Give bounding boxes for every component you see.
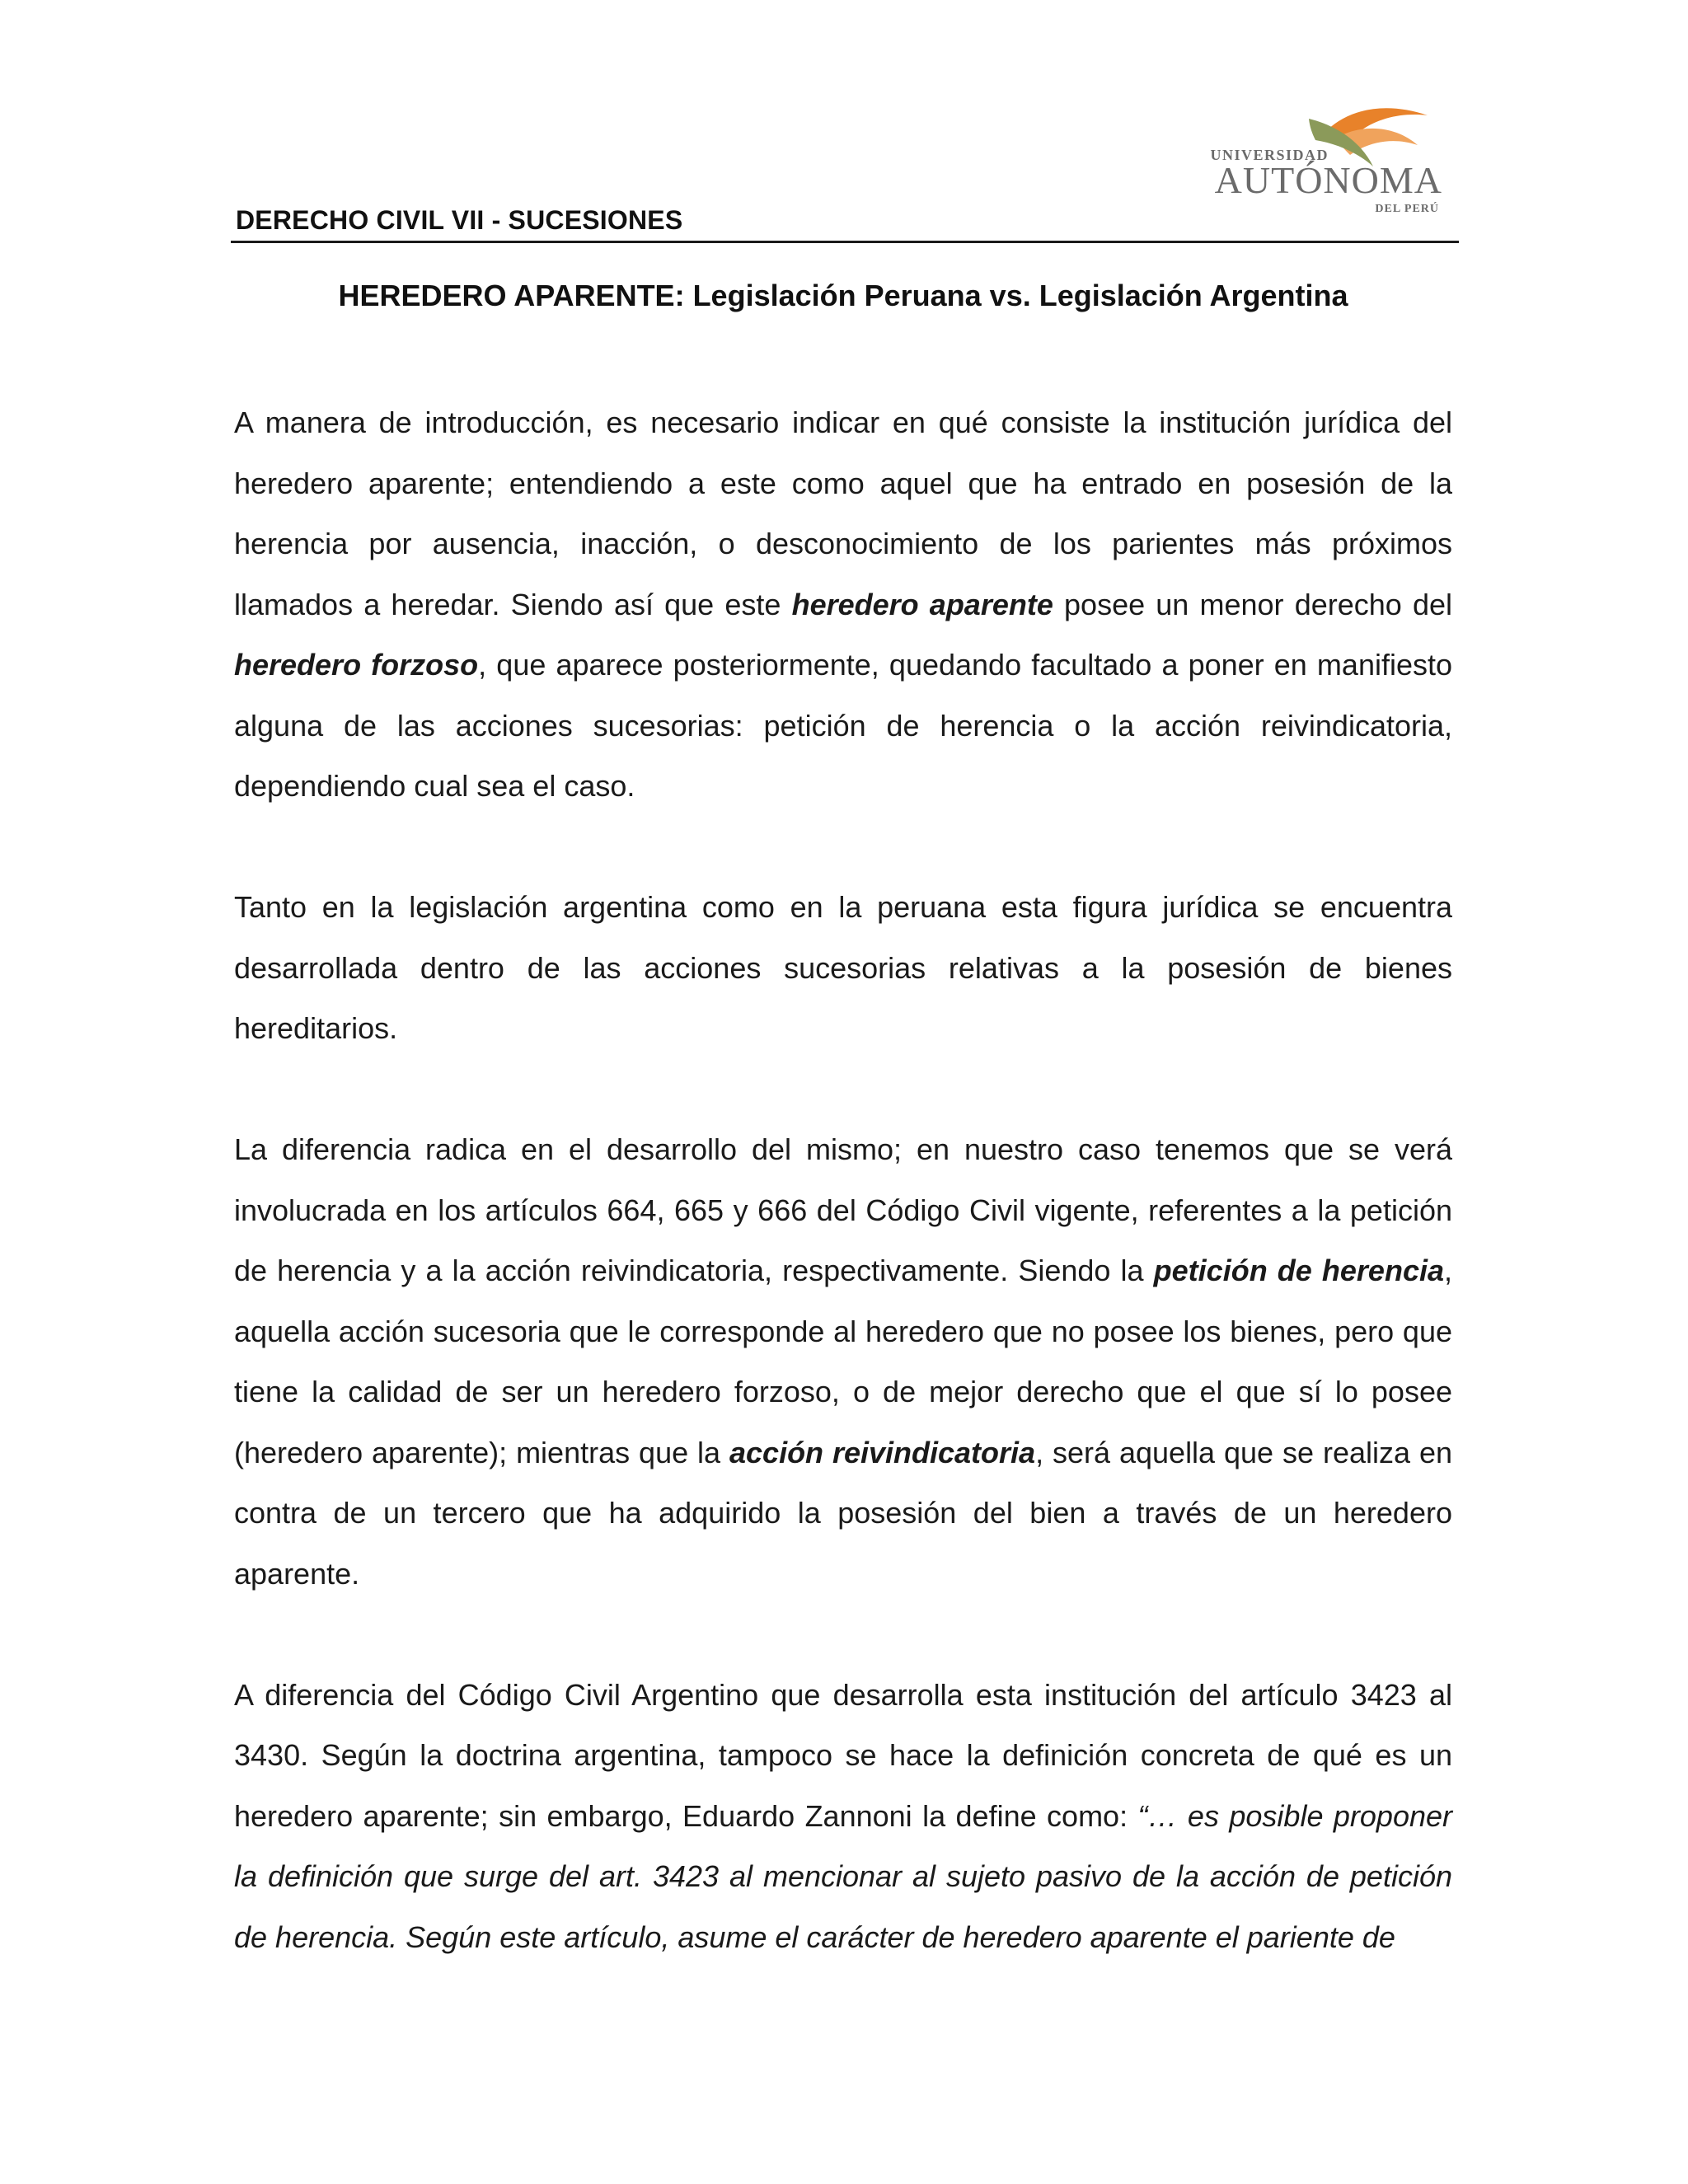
course-title: DERECHO CIVIL VII - SUCESIONES	[236, 205, 683, 235]
p3-emphasis-peticion-de-herencia: petición de herencia	[1153, 1254, 1444, 1287]
p1-text-1: A manera de introducción, es necesario indicar en qué consiste la institución jurídica del heredero aparente; entendiendo a este como aquel que ha entrado en posesión de la herencia por ausencia, inacción, o desconocimiento de los parientes más próximos llamados a heredar. Siendo así que este	[234, 405, 1452, 621]
paragraph-3	[234, 1119, 1452, 1604]
p1-emphasis-heredero-aparente: heredero aparente	[791, 587, 1053, 621]
logo-university-text: UNIVERSIDAD	[1210, 147, 1329, 163]
p2-text-1: Tanto en la legislación argentina como en la peruana esta figura jurídica se encuentra desarrollada dentro de las acciones sucesorias relativas a la posesión de bienes hereditarios.	[234, 890, 1452, 1045]
document-title: HEREDERO APARENTE: Legislación Peruana vs. Legislación Argentina	[338, 279, 1348, 312]
p1-text-2: posee un menor derecho del	[1053, 587, 1453, 621]
paragraph-2	[234, 877, 1452, 1059]
p3-text-2: , aquella acción sucesoria que le corresponde al heredero que no posee los bienes, pero que tiene la calidad de ser un heredero forzoso, o de mejor derecho que el que sí lo posee (heredero aparente); mientras que la	[234, 1254, 1452, 1469]
p4-text-1: A diferencia del Código Civil Argentino que desarrolla esta institución del artículo 3423 al 3430. Según la doctrina argentina, tampoco se hace la definición concreta de qué es un heredero aparente; sin embargo, Eduardo Zannoni la define como:	[234, 1677, 1452, 1833]
document-body	[234, 392, 1452, 1967]
paragraph-4	[234, 1665, 1452, 1968]
p4-quotation: “… es posible proponer la definición que surge del art. 3423 al mencionar al sujeto pasivo de la acción de petición de herencia. Según este artículo, asume el carácter de heredero aparente el pariente de	[234, 1798, 1452, 1954]
p3-text-1: La diferencia radica en el desarrollo del mismo; en nuestro caso tenemos que se verá involucrada en los artículos 664, 665 y 666 del Código Civil vigente, referentes a la petición de herencia y a la acción reivindicatoria, respectivamente. Siendo la	[234, 1132, 1452, 1287]
paragraph-1	[234, 392, 1452, 817]
p3-text-3: , será aquella que se realiza en contra de un tercero que ha adquirido la posesión del bien a través de un heredero aparente.	[234, 1435, 1452, 1591]
p1-text-3: , que aparece posteriormente, quedando facultado a poner en manifiesto alguna de las acciones sucesorias: petición de herencia o la acción reivindicatoria, dependiendo cual sea el caso.	[234, 648, 1453, 803]
logo-autonoma-text: AUTÓNOMA	[1214, 159, 1442, 201]
logo-del-peru-text: DEL PERÚ	[1375, 203, 1439, 215]
page-header	[231, 124, 1459, 243]
university-logo	[1212, 97, 1451, 229]
p1-emphasis-heredero-forzoso: heredero forzoso	[234, 648, 479, 682]
p3-emphasis-accion-reivindicatoria: acción reivindicatoria	[729, 1435, 1036, 1469]
